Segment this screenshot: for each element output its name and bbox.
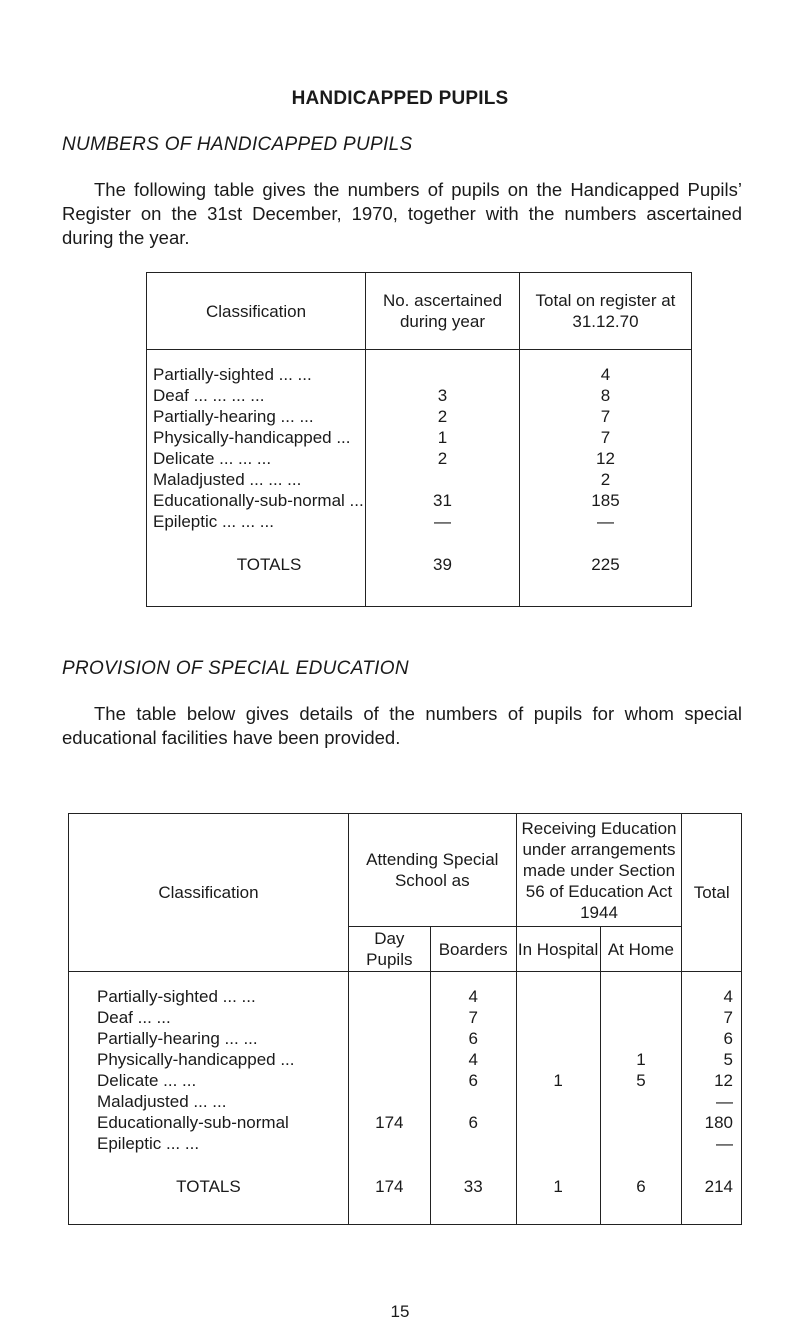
row-label: Physically-handicapped ... (97, 1050, 295, 1069)
page-title: HANDICAPPED PUPILS (291, 88, 509, 109)
cell-value: 1 (636, 1050, 646, 1069)
header-receiving-education: Receiving Education under arrangements made under Section 56 of Education Act 1944 (516, 814, 682, 927)
cell-value (517, 1028, 600, 1049)
cell-value: 6 (468, 1029, 478, 1048)
totals-value: 33 (463, 1177, 483, 1196)
row-label: Partially-sighted ... ... (97, 987, 256, 1006)
header-at-home: At Home (600, 927, 682, 972)
ascertained-column (366, 350, 520, 607)
cell-value: 12 (714, 1071, 733, 1090)
table-body-row (69, 972, 742, 1225)
section-paragraph-provision: The table below gives details of the numbers of pupils for whom special educational facilities have been provided. (62, 703, 742, 748)
cell-value (517, 1007, 600, 1028)
boarders-column (430, 972, 516, 1225)
cell-value: 8 (600, 386, 611, 405)
cell-value (366, 469, 519, 490)
row-label: Educationally-sub-normal (97, 1113, 289, 1132)
row-label: Maladjusted ... ... (97, 1092, 227, 1111)
cell-value: 1 (437, 428, 448, 447)
cell-value: 7 (600, 407, 611, 426)
cell-value (517, 1091, 600, 1112)
cell-value: — (716, 1134, 733, 1153)
cell-value: 185 (591, 491, 620, 510)
cell-value: 6 (468, 1071, 478, 1090)
cell-value: 4 (723, 987, 733, 1006)
cell-value: 2 (437, 449, 448, 468)
cell-value (349, 1049, 430, 1070)
cell-value (366, 364, 519, 385)
header-ascertained: No. ascertained during year (366, 273, 520, 350)
cell-value: 180 (704, 1113, 733, 1132)
section-paragraph-numbers: The following table gives the numbers of pupils on the Handicapped Pupils’ Register on the 31st December, 1970, together with the numbers ascertained during the year. (62, 179, 742, 248)
row-label: Maladjusted ... ... ... (153, 470, 302, 489)
classification-column (69, 972, 349, 1225)
cell-value (517, 1133, 600, 1154)
cell-value: 31 (433, 491, 452, 510)
row-label: Delicate ... ... ... (153, 449, 272, 468)
cell-value: 5 (636, 1071, 646, 1090)
totals-label: TOTALS (176, 1177, 241, 1196)
cell-value (601, 1133, 682, 1154)
cell-value (517, 986, 600, 1007)
totals-value: 214 (704, 1177, 733, 1196)
table-header-row (69, 814, 742, 927)
row-label: Physically-handicapped ... (153, 428, 351, 447)
totals-value: 225 (591, 555, 620, 574)
section-heading-numbers: NUMBERS OF HANDICAPPED PUPILS (62, 134, 413, 155)
cell-value (349, 1028, 430, 1049)
cell-value: — (596, 512, 614, 531)
row-label: Epileptic ... ... ... (153, 512, 274, 531)
header-total-register: Total on register at 31.12.70 (519, 273, 691, 350)
header-total: Total (682, 814, 742, 972)
cell-value (601, 1091, 682, 1112)
cell-value: 2 (600, 470, 611, 489)
totals-value: 6 (636, 1177, 646, 1196)
header-boarders: Boarders (430, 927, 516, 972)
row-label: Partially-hearing ... ... (97, 1029, 258, 1048)
table-header-row (147, 273, 692, 350)
at-home-column (600, 972, 682, 1225)
cell-value (349, 1007, 430, 1028)
cell-value (517, 1049, 600, 1070)
totals-value: 1 (553, 1177, 563, 1196)
day-pupils-column (348, 972, 430, 1225)
row-label: Educationally-sub-normal ... (153, 491, 364, 510)
cell-value (349, 1070, 430, 1091)
cell-value: 12 (596, 449, 615, 468)
classification-column (147, 350, 366, 607)
total-column (682, 972, 742, 1225)
row-label: Delicate ... ... (97, 1071, 197, 1090)
cell-value: 7 (600, 428, 611, 447)
cell-value (601, 1112, 682, 1133)
cell-value: 174 (375, 1113, 404, 1132)
section-heading-provision: PROVISION OF SPECIAL EDUCATION (62, 658, 409, 679)
cell-value: 1 (553, 1071, 563, 1090)
cell-value (601, 1007, 682, 1028)
table-body-row (147, 350, 692, 607)
cell-value: 6 (723, 1029, 733, 1048)
row-label: Epileptic ... ... (97, 1134, 200, 1153)
handicapped-register-table (146, 272, 692, 607)
cell-value: 3 (437, 386, 448, 405)
cell-value: — (716, 1092, 733, 1111)
row-label: Deaf ... ... ... ... (153, 386, 265, 405)
cell-value: — (433, 512, 451, 531)
cell-value (349, 986, 430, 1007)
cell-value (431, 1091, 516, 1112)
special-education-table (68, 813, 742, 1225)
totals-value: 174 (375, 1177, 404, 1196)
header-day-pupils: Day Pupils (348, 927, 430, 972)
in-hospital-column (516, 972, 600, 1225)
cell-value (349, 1091, 430, 1112)
cell-value: 4 (468, 987, 478, 1006)
cell-value (349, 1133, 430, 1154)
total-register-column (519, 350, 691, 607)
cell-value: 4 (600, 365, 611, 384)
header-in-hospital: In Hospital (516, 927, 600, 972)
cell-value: 7 (723, 1008, 733, 1027)
row-label: Partially-hearing ... ... (153, 407, 314, 426)
totals-label: TOTALS (236, 555, 302, 574)
cell-value: 4 (468, 1050, 478, 1069)
cell-value (517, 1112, 600, 1133)
cell-value (601, 986, 682, 1007)
cell-value: 5 (723, 1050, 733, 1069)
row-label: Deaf ... ... (97, 1008, 171, 1027)
row-label: Partially-sighted ... ... (153, 365, 312, 384)
header-classification: Classification (69, 814, 349, 972)
cell-value: 6 (468, 1113, 478, 1132)
cell-value (601, 1028, 682, 1049)
cell-value: 7 (468, 1008, 478, 1027)
header-classification: Classification (147, 273, 366, 350)
cell-value: 2 (437, 407, 448, 426)
header-attending-special-school: Attending Special School as (348, 814, 516, 927)
cell-value (431, 1133, 516, 1154)
totals-value: 39 (433, 555, 452, 574)
page-number: 15 (390, 1302, 410, 1321)
